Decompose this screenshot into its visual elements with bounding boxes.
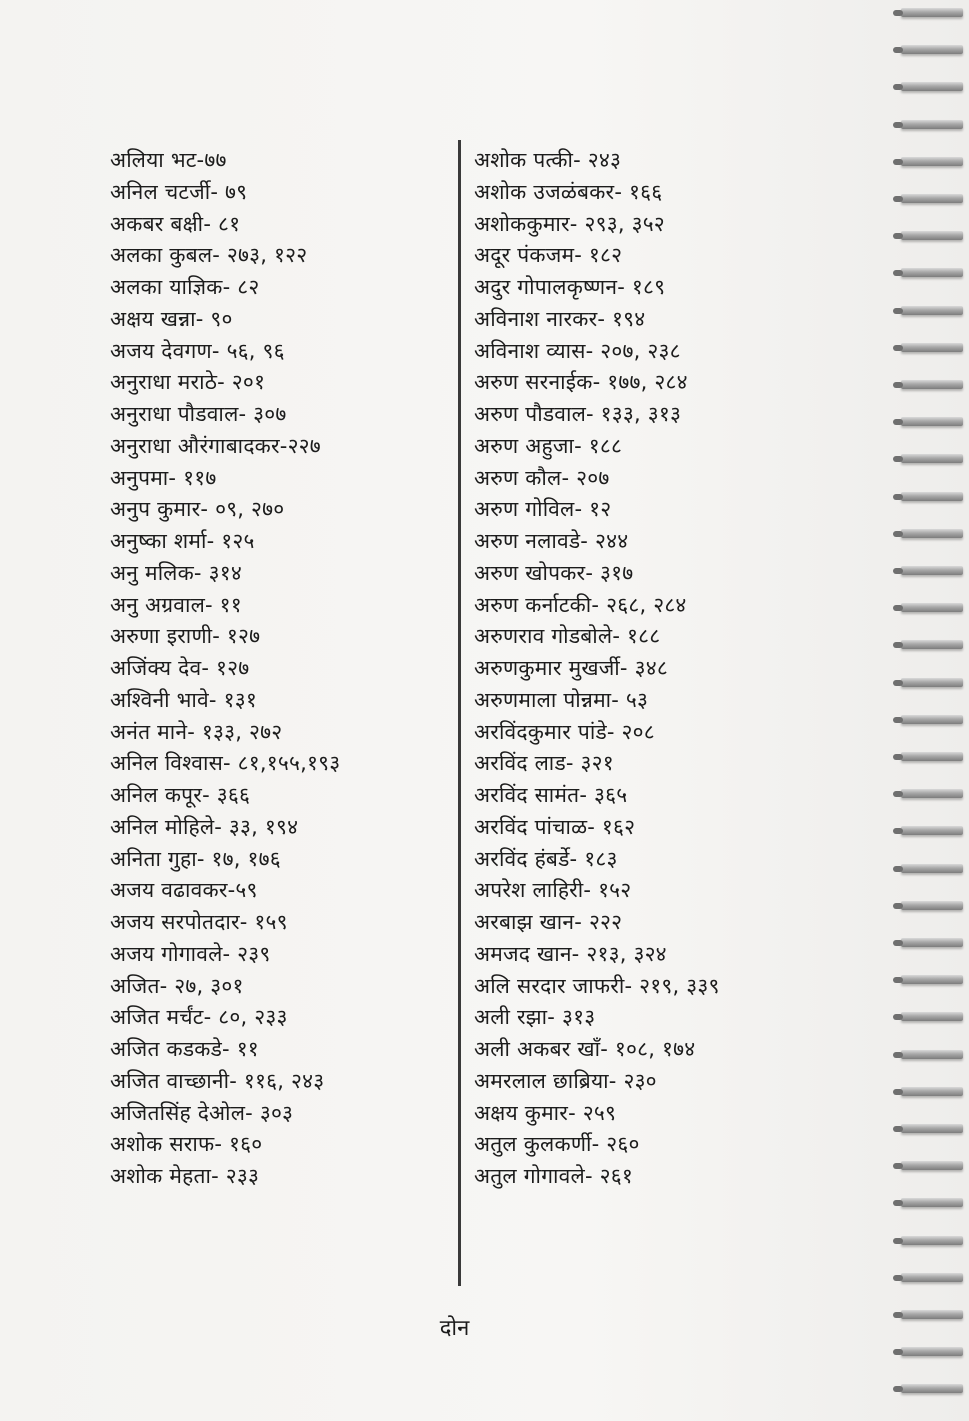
index-entry: अरुण कर्नाटकी- २६८, २८४: [474, 592, 687, 617]
index-entry: अजित कडकडे- ११: [110, 1037, 259, 1061]
binding-ring: [901, 454, 963, 463]
binding-ring: [901, 45, 963, 54]
binding-ring: [901, 864, 963, 873]
binding-ring: [901, 1236, 963, 1245]
index-entry: अलका कुबल- २७३, १२२: [110, 243, 308, 268]
binding-ring: [901, 1161, 963, 1170]
index-entry: अरुणकुमार मुखर्जी- ३४८: [474, 656, 668, 680]
index-entry: अशोककुमार- २९३, ३५२: [474, 211, 665, 236]
index-entry: अरविंद सामंत- ३६५: [474, 783, 628, 807]
index-entry: अशोक सराफ- १६०: [110, 1132, 263, 1157]
index-left-column: [110, 145, 450, 1193]
index-entry: अरुण खोपकर- ३१७: [474, 560, 634, 585]
index-entry: अनुराधा औरंगाबादकर-२२७: [110, 433, 321, 458]
index-entry: अजित मर्चंट- ८०, २३३: [110, 1005, 288, 1030]
binding-ring: [901, 678, 963, 687]
index-right-column: [474, 145, 854, 1193]
binding-ring: [901, 268, 963, 277]
binding-ring: [901, 938, 963, 947]
index-entry: अरबाझ खान- २२२: [474, 910, 623, 934]
index-entry: अनंत माने- १३३, २७२: [110, 719, 283, 744]
page-number: दोन: [439, 1316, 470, 1341]
binding-ring: [901, 752, 963, 761]
binding-ring: [901, 1310, 963, 1319]
index-entry: अरुण सरनाईक- १७७, २८४: [474, 370, 688, 395]
index-entry: अपरेश लाहिरी- १५२: [474, 878, 632, 903]
index-entry: अनुष्का शर्मा- १२५: [110, 529, 255, 553]
binding-ring: [901, 566, 963, 575]
binding-ring: [901, 157, 963, 166]
index-entry: अनु मलिक- ३१४: [110, 560, 242, 585]
binding-ring: [901, 1384, 963, 1393]
index-entry: अजय सरपोतदार- १५९: [110, 910, 288, 934]
binding-ring: [901, 1347, 963, 1356]
index-entry: अश्विनी भावे- १३१: [110, 687, 257, 712]
index-entry: अजित वाच्छानी- ११६, २४३: [110, 1068, 325, 1093]
spiral-binding: [889, 0, 969, 1421]
binding-ring: [901, 343, 963, 352]
index-entry: अरुण अहुजा- १८८: [474, 433, 623, 458]
binding-ring: [901, 603, 963, 612]
index-entry: अरुणराव गोडबोले- १८८: [474, 624, 661, 649]
index-entry: अनिल चटर्जी- ७९: [110, 179, 248, 204]
index-entry: अनिल विश्वास- ८१,१५५,१९३: [110, 751, 341, 776]
index-entry: अलिया भट-७७: [110, 148, 227, 172]
binding-ring: [901, 640, 963, 649]
index-entry: अरविंद पांचाळ- १६२: [474, 814, 636, 839]
index-entry: अशोक उजळंबकर- १६६: [474, 179, 663, 204]
binding-ring: [901, 194, 963, 203]
index-entry: अरविंद लाड- ३२१: [474, 751, 614, 776]
binding-ring: [901, 826, 963, 835]
column-divider: [458, 140, 461, 1286]
index-entry: अनुपमा- ११७: [110, 465, 217, 490]
binding-ring: [901, 715, 963, 724]
index-entry: अजय गोगावले- २३९: [110, 941, 271, 966]
index-entry: अजिंक्य देव- १२७: [110, 656, 250, 680]
index-entry: अरुणमाला पोन्नमा- ५३: [474, 687, 649, 712]
binding-ring: [901, 789, 963, 798]
index-entry: अनुप कुमार- ०९, २७०: [110, 497, 285, 522]
index-entry: अनुराधा मराठे- २०१: [110, 370, 266, 395]
index-entry: अली अकबर खाँ- १०८, १७४: [474, 1037, 696, 1061]
index-entry: अजय वढावकर-५९: [110, 878, 258, 903]
binding-ring: [901, 231, 963, 240]
index-entry: अतुल गोगावले- २६१: [474, 1164, 633, 1188]
index-entry: अमरलाल छाब्रिया- २३०: [474, 1068, 657, 1093]
index-entry: अजितसिंह देओल- ३०३: [110, 1100, 294, 1125]
index-entry: अलका याज्ञिक- ८२: [110, 275, 260, 299]
binding-ring: [901, 529, 963, 538]
index-entry: अशोक पत्की- २४३: [474, 148, 622, 172]
index-entry: अरविंद हंबर्डे- १८३: [474, 846, 618, 871]
binding-ring: [901, 8, 963, 17]
binding-ring: [901, 1050, 963, 1059]
index-entry: अनुराधा पौडवाल- ३०७: [110, 402, 287, 426]
index-entry: अजय देवगण- ५६, ९६: [110, 338, 285, 363]
index-entry: अलि सरदार जाफरी- २१९, ३३९: [474, 973, 720, 998]
index-entry: अनिल मोहिले- ३३, १९४: [110, 814, 299, 839]
index-entry: अरुण कौल- २०७: [474, 465, 610, 490]
binding-ring: [901, 1087, 963, 1096]
binding-ring: [901, 82, 963, 91]
index-entry: अरुण पौडवाल- १३३, ३१३: [474, 402, 682, 426]
index-entry: अविनाश व्यास- २०७, २३८: [474, 338, 681, 363]
binding-ring: [901, 901, 963, 910]
index-entry: अजित- २७, ३०१: [110, 973, 244, 998]
index-entry: अतुल कुलकर्णी- २६०: [474, 1132, 640, 1157]
binding-ring: [901, 1198, 963, 1207]
index-entry: अक्षय खन्ना- ९०: [110, 306, 233, 331]
index-entry: अक्षय कुमार- २५९: [474, 1100, 617, 1125]
binding-ring: [901, 975, 963, 984]
index-entry: अकबर बक्षी- ८१: [110, 211, 241, 236]
binding-ring: [901, 417, 963, 426]
binding-ring: [901, 120, 963, 129]
index-entry: अली रझा- ३१३: [474, 1005, 596, 1030]
binding-ring: [901, 1012, 963, 1021]
index-entry: अमजद खान- २१३, ३२४: [474, 941, 667, 966]
binding-ring: [901, 492, 963, 501]
index-entry: अनु अग्रवाल- ११: [110, 592, 242, 617]
binding-ring: [901, 306, 963, 315]
index-entry: अनिता गुहा- १७, १७६: [110, 846, 281, 871]
index-entry: अरुणा इराणी- १२७: [110, 624, 261, 649]
binding-ring: [901, 1124, 963, 1133]
binding-ring: [901, 380, 963, 389]
index-entry: अरविंदकुमार पांडे- २०८: [474, 719, 655, 744]
index-entry: अरुण नलावडे- २४४: [474, 529, 629, 553]
index-entry: अविनाश नारकर- १९४: [474, 306, 646, 331]
index-entry: अनिल कपूर- ३६६: [110, 783, 251, 807]
index-entry: अरुण गोविल- १२: [474, 497, 612, 522]
index-entry: अशोक मेहता- २३३: [110, 1164, 260, 1188]
index-entry: अदुर गोपालकृष्णन- १८९: [474, 275, 666, 299]
index-entry: अदूर पंकजम- १८२: [474, 243, 623, 268]
binding-ring: [901, 1273, 963, 1282]
